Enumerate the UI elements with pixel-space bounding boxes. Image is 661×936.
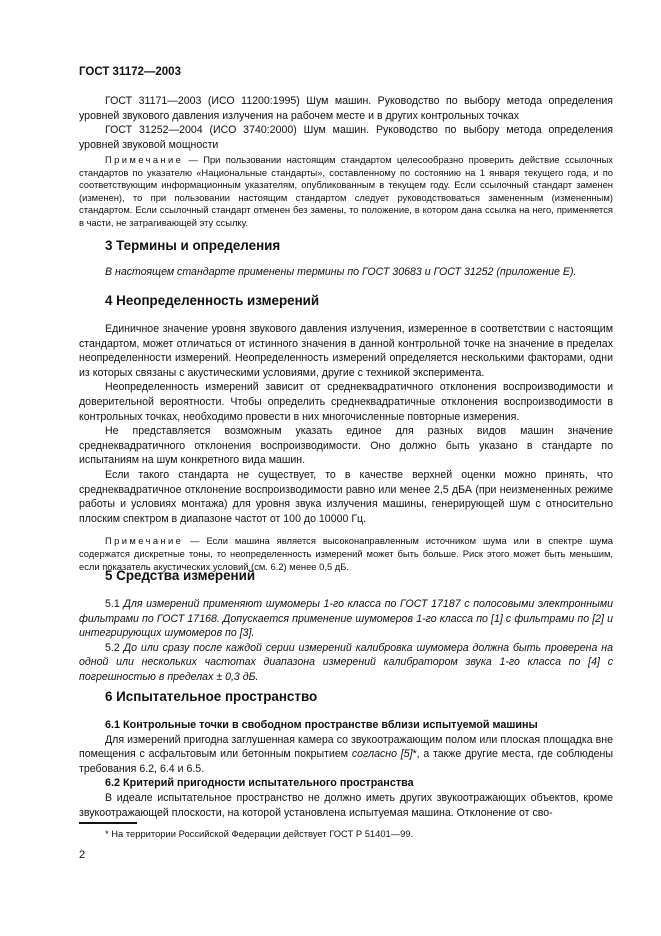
section-4 bbox=[79, 293, 613, 573]
section-3 bbox=[79, 238, 613, 280]
note-text: — При пользовании настоящим стандартом целесообразно проверить действие ссылочных стандартов по указателю «Национальные стандарты», составленному по состоянию на 1 января текущего года, и по соответствующим информационным указателям, опубликованным в текущем году. Если ссылочный стандарт заменен (изменен), то при пользовании настоящим стандартом следует руководствоваться замененным (измененным) стандартом. Если ссылочный стандарт отменен без замены, то положение, в котором дана ссылка на него, применяется в части, не затрагивающей эту ссылку. bbox=[79, 154, 613, 228]
note-text: — Если машина является высоконаправленным источником шума или в спектре шума содержатся дискретные тоны, то неопределенность измерений может быть больше. Риск этого может быть меньшим, если показатель акустических условий (см. 6.2) менее 0,5 дБ. bbox=[79, 535, 613, 572]
section-5 bbox=[79, 568, 613, 685]
paragraph: В идеале испытательное пространство не должно иметь других звукоотражающих объектов, кроме звукоотражающей плоскости, на которой установлена испытуемая машина. Отклонение от сво- bbox=[79, 791, 613, 819]
paragraph: Неопределенность измерений зависит от среднеквадратичного отклонения воспроизводимости и доверительной вероятности. Чтобы определить среднеквадратичные отклонения воспроизводимости в контрольных точках, необходимо провести в них многочисленные повторные измерения. bbox=[79, 381, 613, 423]
paragraph: Не представляется возможным указать единое для разных видов машин значение среднеквадратичного отклонения воспроизводимости. Оно должно быть указано в стандарте по испытаниям на шум конкретного вида машин. bbox=[79, 425, 613, 467]
clause bbox=[79, 597, 613, 641]
section-heading: 6 Испытательное пространство bbox=[105, 689, 318, 704]
section-heading: 5 Средства измерений bbox=[105, 568, 256, 583]
subsection-heading: 6.1 Контрольные точки в свободном пространстве вблизи испытуемой машины bbox=[105, 719, 538, 731]
section-text: В настоящем стандарте применены термины по ГОСТ 30683 и ГОСТ 31252 (приложение Е). bbox=[105, 266, 577, 278]
clause-text: До или сразу после каждой серии измерений калибровка шумомера должна быть проверена на одной или нескольких частотах диапазона измерений калибратором звука 1-го класса по [4] с погрешностью в пределах ± 0,3 дБ. bbox=[79, 641, 613, 683]
document-header: ГОСТ 31172—2003 bbox=[79, 66, 181, 78]
clause-text: Для измерений применяют шумомеры 1-го класса по ГОСТ 17187 с полосовыми электронными фильтрами по ГОСТ 17168. Допускается применение шумомеров 1-го класса по [1] с фильтрами по [2] и интегрирующих шумомеров по [3]. bbox=[79, 598, 613, 640]
section-6 bbox=[79, 689, 613, 820]
paragraph: Для измерений пригодна заглушенная камера со звукоотражающим полом или плоская площадка вне помещения с асфальтовым или бетонным покрытием согласно [5]*, а также другие места, где соблюдены требования 6.2, 6.4 и 6.5. bbox=[79, 733, 613, 775]
note-label: Примечание bbox=[105, 535, 184, 547]
paragraph: Если такого стандарта не существует, то в качестве верхней оценки можно принять, что среднеквадратичное отклонение воспроизводимости равно или менее 2,5 дБА (при неизмененных режиме работы и условиях монтажа) для уровня звука излучения машины, генерирующей шум с относительно плоским спектром в диапазоне частот от 100 до 10000 Гц. bbox=[79, 468, 613, 525]
clause bbox=[79, 641, 613, 685]
section-heading: 4 Неопределенность измерений bbox=[105, 293, 320, 308]
page-number: 2 bbox=[79, 849, 86, 861]
clause-number: 5.2 bbox=[105, 641, 120, 654]
footnote: * На территории Российской Федерации действует ГОСТ Р 51401—99. bbox=[105, 828, 414, 839]
reference-item: ГОСТ 31171—2003 (ИСО 11200:1995) Шум машин. Руководство по выбору метода определения уровней звукового давления излучения на рабочем месте и в других контрольных точках bbox=[79, 95, 613, 122]
subsection-heading: 6.2 Критерий пригодности испытательного пространства bbox=[105, 777, 414, 790]
reference-item: ГОСТ 31252—2004 (ИСО 3740:2000) Шум машин. Руководство по выбору метода определения уровней звуковой мощности bbox=[79, 124, 613, 151]
note-block bbox=[79, 154, 613, 230]
note-label: Примечание bbox=[105, 154, 184, 165]
section-heading: 3 Термины и определения bbox=[105, 238, 281, 253]
footnote-separator bbox=[79, 822, 137, 824]
clause-number: 5.1 bbox=[105, 598, 120, 610]
paragraph: Единичное значение уровня звукового давления излучения, измеренное в соответствии с настоящим стандартом, может отличаться от истинного значения в данной контрольной точке на значение в пределах неопределенности измерений. Неопределенность измерений определяется несколькими факторами, одни из которых связаны с акустическими условиями, другие с техникой эксперимента. bbox=[79, 323, 613, 379]
references-block bbox=[79, 94, 613, 152]
note-paragraph bbox=[79, 154, 613, 230]
